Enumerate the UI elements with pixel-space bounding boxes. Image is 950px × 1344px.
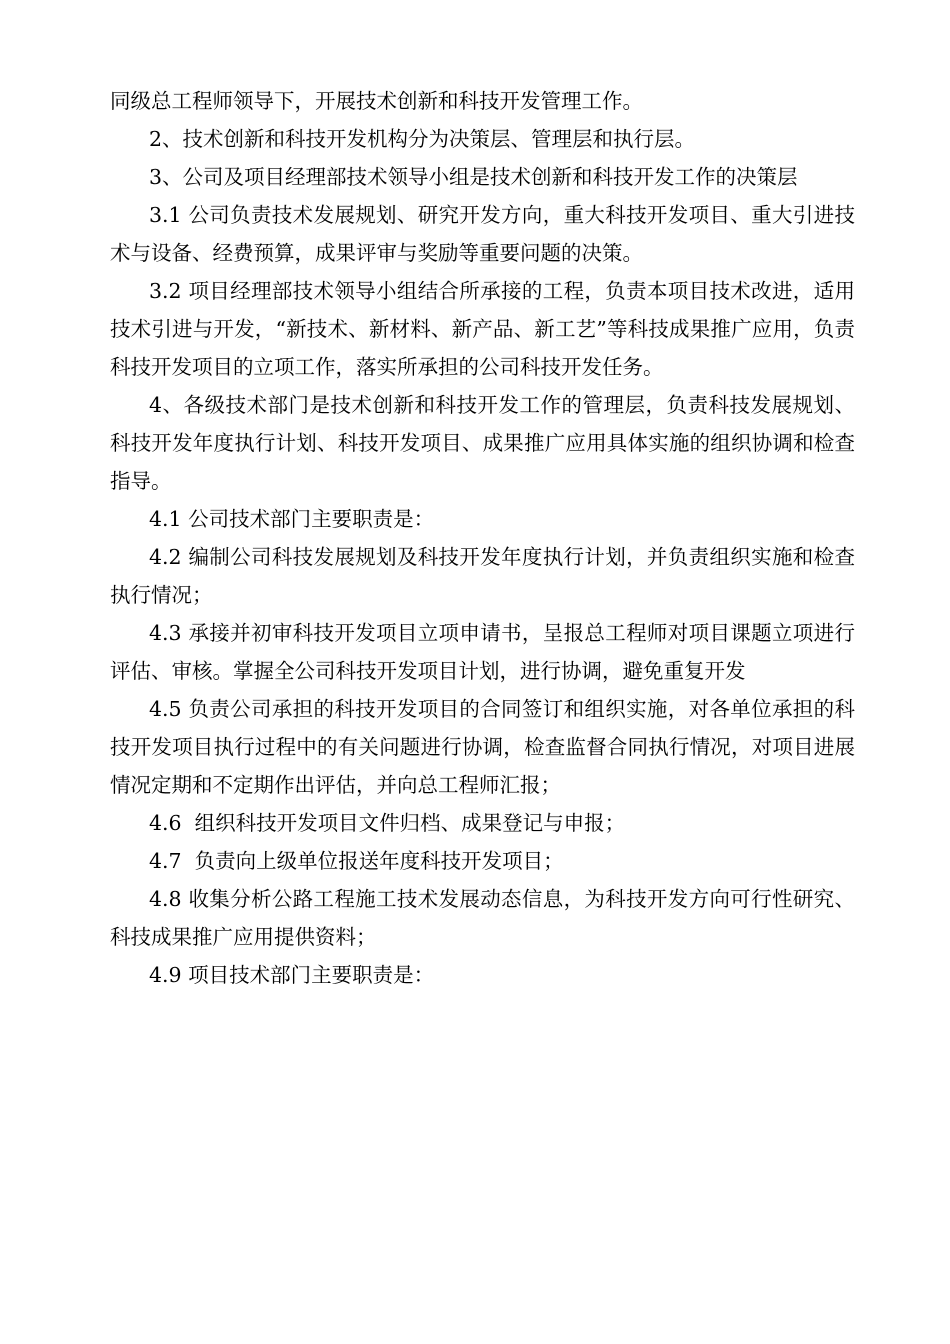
- paragraph-3-2: 3.2 项目经理部技术领导小组结合所承接的工程，负责本项目技术改进，适用技术引进与开发，“新技术、新材料、新产品、新工艺”等科技成果推广应用，负责科技开发项目的立项工作，落实所承担的公司科技开发任务。: [110, 279, 855, 379]
- paragraph-1: 同级总工程师领导下，开展技术创新和科技开发管理工作。: [110, 89, 643, 113]
- paragraph-4-1: 4.1 公司技术部门主要职责是：: [149, 507, 435, 531]
- paragraph-4-8: 4.8 收集分析公路工程施工技术发展动态信息，为科技开发方向可行性研究、科技成果推广应用提供资料；: [110, 887, 855, 949]
- paragraph-4-6: 4.6 组织科技开发项目文件归档、成果登记与申报；: [149, 811, 626, 835]
- paragraph-4-9: 4.9 项目技术部门主要职责是：: [149, 963, 435, 987]
- paragraph-4-7: 4.7 负责向上级单位报送年度科技开发项目；: [149, 849, 564, 873]
- document-body: [110, 82, 855, 994]
- paragraph-2: 2、技术创新和科技开发机构分为决策层、管理层和执行层。: [149, 127, 696, 151]
- paragraph-4-2: 4.2 编制公司科技发展规划及科技开发年度执行计划，并负责组织实施和检查执行情况；: [110, 545, 855, 607]
- paragraph-3-1: 3.1 公司负责技术发展规划、研究开发方向，重大科技开发项目、重大引进技术与设备、经费预算，成果评审与奖励等重要问题的决策。: [110, 203, 855, 265]
- paragraph-4-5: 4.5 负责公司承担的科技开发项目的合同签订和组织实施，对各单位承担的科技开发项目执行过程中的有关问题进行协调，检查监督合同执行情况，对项目进展情况定期和不定期作出评估，并向总工程师汇报；: [110, 697, 855, 797]
- paragraph-4: 4、各级技术部门是技术创新和科技开发工作的管理层，负责科技发展规划、科技开发年度执行计划、科技开发项目、成果推广应用具体实施的组织协调和检查指导。: [110, 393, 855, 493]
- paragraph-4-3: 4.3 承接并初审科技开发项目立项申请书，呈报总工程师对项目课题立项进行评估、审核。掌握全公司科技开发项目计划，进行协调，避免重复开发: [110, 621, 855, 683]
- paragraph-3: 3、公司及项目经理部技术领导小组是技术创新和科技开发工作的决策层: [149, 165, 798, 189]
